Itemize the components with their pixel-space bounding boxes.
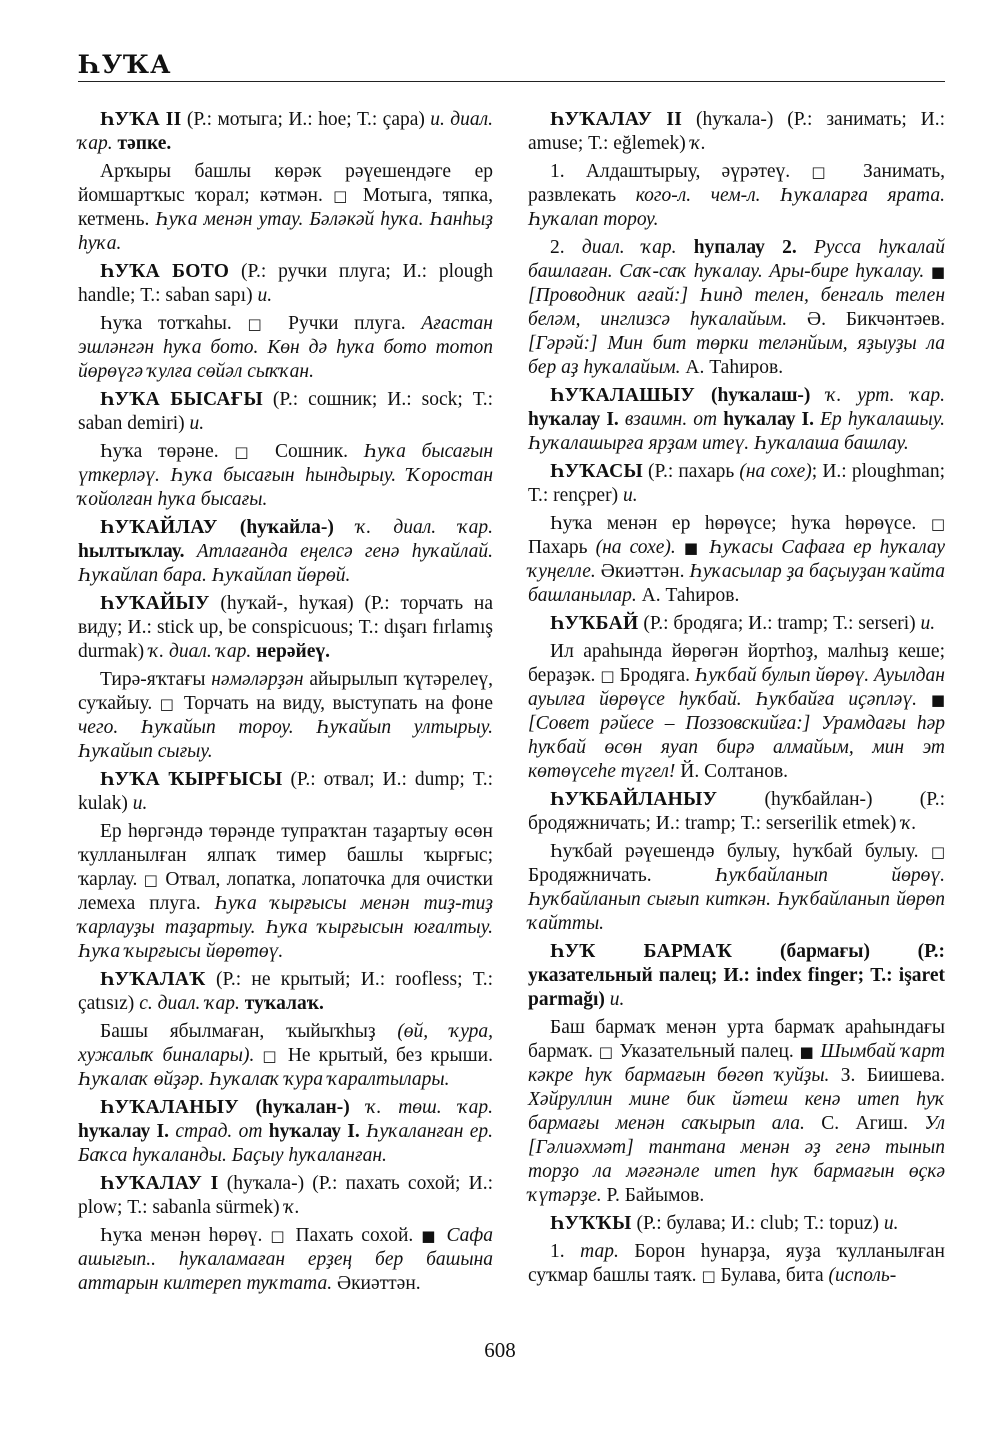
entry-hukky xyxy=(528,1212,945,1236)
entry-text: Й. Солтанов. xyxy=(675,761,789,782)
entry-text: Торчать на виду, выступать на фоне xyxy=(176,693,493,714)
entry-text xyxy=(917,689,931,710)
headword: ҺУҠБАЙ xyxy=(550,613,639,634)
entry-text: и. xyxy=(189,413,205,434)
entry-text: Отвал, лопатка, лопаточка для очистки лемеха плуга. xyxy=(78,869,493,914)
entry-text: чего. Һуҡайып тороу. Һуҡайып ултырыу. Һуҡайып сығыу. xyxy=(78,717,493,762)
open-square-icon: □ xyxy=(930,515,945,533)
entry-text: тар. xyxy=(580,1241,619,1262)
entry-text: Шымбай ҡарт кәкре һуҡ бармағын бөгөп ҡуйҙы. xyxy=(528,1041,945,1086)
entry-text: ҡ. урт. ҡар. xyxy=(826,385,945,406)
entry-text: һупалау 2. xyxy=(676,237,814,258)
definition xyxy=(528,1240,945,1288)
entry-text: (на сохе). xyxy=(595,537,676,558)
headword: ҺУҠАЛАУ II xyxy=(550,109,683,130)
entry-text: ҡ. xyxy=(284,1197,300,1218)
entry-text: Һуҡа менән ер һөрөүсе; һуҡа һөрөүсе. xyxy=(550,513,931,534)
entry-text: [Гәрәй:] Мин бит төрки теләнйым, яҙыуҙы ла бер аҙ һуҡалайым. xyxy=(528,333,945,378)
entry-hukbay xyxy=(528,612,945,636)
definition xyxy=(528,160,945,232)
definition xyxy=(528,236,945,380)
entry-text: и. xyxy=(622,485,638,506)
definition xyxy=(78,1224,493,1296)
headword: ҺУҠА БОТО xyxy=(100,261,230,282)
entry-text: Ул [Гәлиәхмәт] тантана менән әҙ генә тынып торҙо ла мәғәнәле итеп һуҡ бармағын өҫкә ҡүтәрҙе. xyxy=(528,1113,945,1206)
open-square-icon: □ xyxy=(930,843,945,861)
entry-text: ҡ. xyxy=(690,133,706,154)
running-head: ҺУҠА xyxy=(78,50,172,79)
entry-text: нәмәләрҙән xyxy=(211,669,304,690)
entry-text: (Р.: булава; И.: club; Т.: topuz) xyxy=(631,1213,884,1234)
entry-text: Ил араһында йөрөгән йортһоҙ, малһыҙ кеше; бераҙәк. xyxy=(528,641,945,686)
entry-text: (исполь- xyxy=(828,1265,897,1286)
entry-text: нерәйеү. xyxy=(251,641,331,662)
open-square-icon: □ xyxy=(811,163,842,181)
entry-text: ҡ. диал. ҡар. xyxy=(148,641,252,662)
open-square-icon: □ xyxy=(262,1047,280,1065)
entry-text: Булава, бита xyxy=(715,1265,829,1286)
definition xyxy=(78,1020,493,1092)
filled-square-icon: ■ xyxy=(421,1227,439,1245)
entry-hukaylau xyxy=(78,516,493,588)
entry-text: (Р.: пахарь xyxy=(642,461,740,482)
headword: ҺУҠАЛАУ I xyxy=(100,1173,219,1194)
definition xyxy=(528,1016,945,1208)
headword: ҺУҠАЛАШЫУ xyxy=(550,385,696,406)
entry-text: Русса һуҡалай башлаған. Саҡ-саҡ һуҡалау. Ары-бире һуҡалау. xyxy=(528,237,946,282)
definition xyxy=(78,440,493,512)
right-column xyxy=(528,108,945,1292)
open-square-icon: □ xyxy=(234,443,260,461)
open-square-icon: □ xyxy=(333,187,353,205)
entry-huka-boto xyxy=(78,260,493,308)
entry-text: Һуҡбайланып йөрөү. Һуҡбайланып сығып киткән. Һуҡбайланып йөрөп ҡайтты. xyxy=(528,865,945,934)
entry-text: Ағастан эшләнгән һуҡа бото. Көн дә һуҡа бото тотоп йөрөүгә ҡулға сөйәл сыҡҡан. xyxy=(78,313,493,382)
entry-text: ҡ. диал. ҡар. xyxy=(356,517,493,538)
definition xyxy=(78,820,493,964)
headword: ҺУҠА БЫСАҒЫ xyxy=(100,389,263,410)
entry-text: Һуҡа төрәне. xyxy=(100,441,235,462)
entry-text: Бродяга. xyxy=(614,665,695,686)
headword: ҺУҠАЙЫУ xyxy=(100,593,210,614)
entry-text: и. xyxy=(132,793,148,814)
entry-text: (һуҡалаш-) xyxy=(695,385,827,406)
entry-text: Сошник. xyxy=(259,441,364,462)
open-square-icon: □ xyxy=(598,1043,614,1061)
entry-text: Әкиәттән. xyxy=(332,1273,421,1294)
entry-text: (өй, ҡура, хужалыҡ биналары). xyxy=(78,1021,493,1066)
entry-text: (һуҡала-) (Р.: пахать сохой; И.: plow; Т.: sabanla sürmek) xyxy=(78,1173,493,1218)
entry-hukalak xyxy=(78,968,493,1016)
entry-text: Арҡыры башлы көрәк рәүешендәге ер йомшартҡыс ҡорал; кәтмән. xyxy=(78,161,493,206)
entry-text: Һуҡа бысағын үткерләү. Һуҡа бысағын һындырыу. Ҡоростан ҡойолған һуҡа бысағы. xyxy=(78,441,493,510)
entry-text: взаимн. от xyxy=(624,409,724,430)
open-square-icon: □ xyxy=(143,871,160,889)
entry-text: Ер һөргәндә төрәнде тупраҡтан таҙартыу өсөн ҡулланылған ялпаҡ тимер башлы ҡырғыс; ҡарлау. xyxy=(78,821,493,890)
entry-text: Һуҡа ҡырғысы менән тиҙ-тиҙ ҡарлауҙы таҙартыу. Һуҡа ҡырғысын юғалтыу. Һуҡа ҡырғысы йөрөтөү. xyxy=(78,893,493,962)
entry-text: Атлағанда еңелсә генә һуҡайлай. Һуҡайлап бара. Һуҡайлап йөрөй. xyxy=(78,541,493,586)
filled-square-icon: ■ xyxy=(930,691,945,709)
entry-text: (Р.: ручки плуга; И.: plough handle; Т.: saban sapı) xyxy=(78,261,494,306)
entry-text: Һуҡа менән утау. Бәләкәй һуҡа. Һанһыҙ һуҡа. xyxy=(78,209,493,254)
entry-text: Хәйруллин мине бик йәтеш кенә итеп һуҡ бармағы менән саҡырып ала. xyxy=(528,1089,945,1134)
headword: ҺУҠ БАРМАҠ xyxy=(550,941,733,962)
definition xyxy=(78,668,493,764)
entry-text: Һуҡасылар ҙа баҫыуҙан ҡайта башланылар. xyxy=(528,561,946,606)
open-square-icon: □ xyxy=(159,695,177,713)
entry-hukalashyu xyxy=(528,384,945,456)
entry-text: Баш бармаҡ менән урта бармаҡ араһындағы бармаҡ. xyxy=(528,1017,945,1062)
entry-text: Пахарь xyxy=(528,537,596,558)
entry-text: [Проводник ағай:] Һинд телен, бенгаль телен беләм, инглизсә һуҡалайым. xyxy=(528,285,945,330)
entry-text: Не крытый, без крыши. xyxy=(279,1045,493,1066)
entry-text: һуҡалау I. xyxy=(78,1121,170,1142)
entry-text: (бармағы) (Р.: указательный палец; И.: index finger; Т.: işaret parmağı) xyxy=(528,941,945,1010)
entry-text: С. Агиш. xyxy=(804,1113,925,1134)
entry-text: и. xyxy=(920,613,936,634)
entry-text: кого-л. чем-л. Һуҡаларға ярата. Һуҡалап тороу. xyxy=(528,185,945,230)
entry-hukalanyu xyxy=(78,1096,493,1168)
entry-text: һуҡалау I. xyxy=(268,1121,360,1142)
entry-text: А. Таһиров. xyxy=(680,357,784,378)
entry-text: ҡ. xyxy=(901,813,917,834)
entry-text: А. Таһиров. xyxy=(636,585,740,606)
entry-text: (һуҡбайлан-) (Р.: бродяжничать; И.: tramp; Т.: serserilik etmek) xyxy=(528,789,945,834)
definition xyxy=(528,512,945,608)
entry-text: Ручки плуга. xyxy=(272,313,422,334)
headword: ҺУҠАЛАНЫУ xyxy=(100,1097,239,1118)
entry-text: Бродяжничать. xyxy=(528,865,716,886)
entry-text: страд. от xyxy=(169,1121,269,1142)
entry-text: Һуҡаланған ер. Баҡса һуҡаланды. Баҫыу һуҡаланған. xyxy=(78,1121,493,1166)
entry-text: Ер һуҡалашыу. Һуҡалашырға ярҙам итеү. Һуҡалаша башлау. xyxy=(528,409,945,454)
entry-text: и. xyxy=(257,285,273,306)
entry-text: Һуҡалаҡ өйҙәр. Һуҡалаҡ ҡура ҡаралтылары. xyxy=(78,1069,450,1090)
entry-text: и. диал. ҡар. xyxy=(78,109,493,154)
headword: ҺУҠАЛАҠ xyxy=(100,969,206,990)
entry-text: Башы ябылмаған, ҡыйыҡһыҙ xyxy=(100,1021,398,1042)
entry-huka-bysagy xyxy=(78,388,493,436)
entry-text: [Совет рәйесе – Поззовскийға:] Урамдағы һәр һуҡбай өсөн яуап бирә алмайым, мин эт көтөүсеһе түгел! xyxy=(528,713,945,782)
entry-text: (Р.: не крытый; И.: roofless; Т.: çatısız) xyxy=(78,969,493,1014)
filled-square-icon: ■ xyxy=(930,263,946,281)
definition xyxy=(528,640,945,784)
left-column xyxy=(78,108,493,1300)
definition xyxy=(78,160,493,256)
entry-text: З. Биишева. xyxy=(829,1065,945,1086)
definition xyxy=(528,840,945,936)
header-rule xyxy=(78,81,945,82)
entry-text: Һуҡбай рәүешендә булыу, һуҡбай булыу. xyxy=(550,841,931,862)
entry-hukasy xyxy=(528,460,945,508)
entry-hukayyu xyxy=(78,592,493,664)
entry-text: Тирә-яҡтағы xyxy=(100,669,212,690)
entry-text: Пахать сохой. xyxy=(287,1225,422,1246)
headword: ҺУҠАЙЛАУ xyxy=(100,517,218,538)
entry-text: (Р.: бродяга; И.: tramp; Т.: serseri) xyxy=(638,613,921,634)
headword: ҺУҠАСЫ xyxy=(550,461,643,482)
entry-text: (һуҡала-) (Р.: занимать; И.: amuse; Т.: eğlemek) xyxy=(528,109,946,154)
entry-text: Ә. Бикчәнтәев. xyxy=(787,309,945,330)
entry-text xyxy=(924,261,931,282)
entry-text: ; И.: ploughman; Т.: rençper) xyxy=(528,461,945,506)
entry-text: Борон һунарҙа, яуҙа ҡулланылған суҡмар башлы таяҡ. xyxy=(528,1241,945,1286)
entry-text: (һуҡай-, һуҡая) (Р.: торчать на виду; И.: stick up, be conspicuous; Т.: dışarı fırlamış durmak) xyxy=(78,593,493,662)
entry-text: 1. Алдаштырыу, әүрәтеү. xyxy=(550,161,812,182)
entry-text: Сафа ашығып.. һуҡаламаған ерҙең бер башына аттарын килтереп туҡтата. xyxy=(78,1225,493,1294)
entry-text: 1. xyxy=(550,1241,581,1262)
headword: ҺУҠА II xyxy=(100,109,182,130)
entry-text xyxy=(676,537,684,558)
entry-text: Занимать, развлекать xyxy=(528,161,945,206)
entry-text: Һуҡа тотҡаһы. xyxy=(100,313,248,334)
entry-text: Әкиәттән. xyxy=(595,561,690,582)
entry-text: туҡалаҡ. xyxy=(239,993,324,1014)
entry-text: (һуҡайла-) xyxy=(217,517,357,538)
entry-huk-barmak xyxy=(528,940,945,1012)
entry-text: ҡ. төш. ҡар. xyxy=(366,1097,493,1118)
filled-square-icon: ■ xyxy=(799,1043,815,1061)
entry-text: (Р.: мотыга; И.: hoe; Т.: çapa) xyxy=(181,109,431,130)
entry-hukalau-1 xyxy=(78,1172,493,1220)
entry-hukbaylanyu xyxy=(528,788,945,836)
entry-text: (Р.: сошник; И.: sock; Т.: saban demiri) xyxy=(78,389,493,434)
page-number: 608 xyxy=(484,1338,516,1362)
entry-text: (һуҡалан-) xyxy=(238,1097,367,1118)
headword: ҺУҠА ҠЫРҒЫСЫ xyxy=(100,769,283,790)
entry-huka-2 xyxy=(78,108,493,156)
filled-square-icon: ■ xyxy=(683,539,702,557)
headword: ҺУҠҠЫ xyxy=(550,1213,632,1234)
entry-text: (на сохе) xyxy=(739,461,812,482)
entry-text: Һуҡа менән һөрөү. xyxy=(100,1225,271,1246)
headword: ҺУҠБАЙЛАНЫУ xyxy=(550,789,718,810)
entry-huka-kyrgysy xyxy=(78,768,493,816)
open-square-icon: □ xyxy=(600,667,615,685)
entry-text: (Р.: отвал; И.: dump; Т.: kulak) xyxy=(78,769,493,814)
open-square-icon: □ xyxy=(701,1267,716,1285)
entry-text: Мотыга, тяпка, кетмень. xyxy=(78,185,493,230)
open-square-icon: □ xyxy=(270,1227,288,1245)
entry-hukalau-2 xyxy=(528,108,945,156)
entry-text: Һуҡбай булып йөрөү. Ауылдан ауылға йөрөүсе һуҡбай. Һуҡбайға иҫәпләү. xyxy=(528,665,945,710)
entry-text: һуҡалау I. xyxy=(723,409,815,430)
entry-text: Указательный палец. xyxy=(613,1041,800,1062)
entry-text: айырылып ҡүтәрелеү, суҡайыу. xyxy=(78,669,493,714)
entry-text: һуҡалау I. xyxy=(528,409,625,430)
entry-text: и. xyxy=(609,989,625,1010)
entry-text: тәпке. xyxy=(112,133,172,154)
definition xyxy=(78,312,493,384)
entry-text: 2. xyxy=(550,237,582,258)
entry-text: диал. ҡар. xyxy=(581,237,677,258)
entry-text: с. диал. ҡар. xyxy=(139,993,240,1014)
entry-text: Р. Байымов. xyxy=(601,1185,705,1206)
entry-text: Һуҡасы Сафаға ер һуҡалау ҡуңелле. xyxy=(528,537,945,582)
entry-text: и. xyxy=(883,1213,899,1234)
entry-text: һылтыҡлау. xyxy=(78,541,197,562)
open-square-icon: □ xyxy=(247,315,273,333)
